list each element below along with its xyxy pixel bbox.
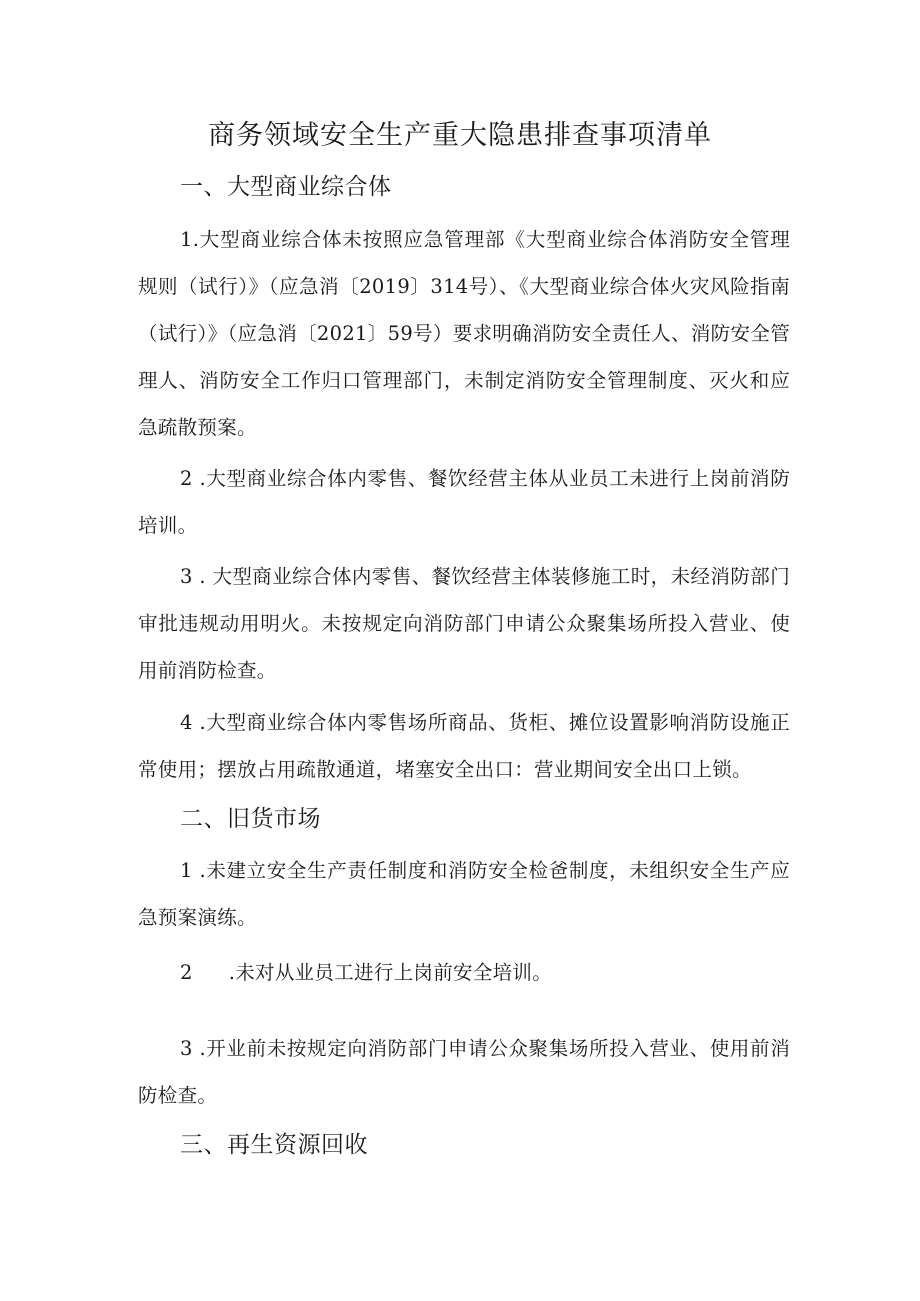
section-2-item-2-number: 2 xyxy=(180,961,193,984)
section-1-item-4: 4 .大型商业综合体内零售场所商品、货柜、摊位设置影响消防设施正常使用；摆放占用疏散通道，堵塞安全出口：营业期间安全出口上锁。 xyxy=(138,711,790,781)
section-heading-2: 二、旧货市场 xyxy=(180,806,321,832)
section-2-item-2 xyxy=(138,949,790,996)
section-heading-1: 一、大型商业综合体 xyxy=(180,174,392,200)
section-2-item-1: 1 .未建立安全生产责任制度和消防安全检爸制度，未组织安全生产应急预案演练。 xyxy=(138,859,790,929)
section-1-item-2: 2 .大型商业综合体内零售、餐饮经营主体从业员工未进行上岗前消防培训。 xyxy=(138,467,790,537)
section-1-item-1: 1.大型商业综合体未按照应急管理部《大型商业综合体消防安全管理规则（试行）》（应急消〔2019〕314号）、《大型商业综合体火灾风险指南（试行）》（应急消〔2021〕59号）要求明确消防安全责任人、消防安全管理人、消防安全工作归口管理部门，未制定消防安全管理制度、灭火和应急疏散预案。 xyxy=(138,228,790,439)
section-heading-3: 三、再生资源回收 xyxy=(180,1132,368,1158)
document-title: 商务领域安全生产重大隐患排查事项清单 xyxy=(208,120,712,151)
section-2-item-2-text: .未对从业员工进行上岗前安全培训。 xyxy=(228,961,553,984)
section-2-item-3: 3 .开业前未按规定向消防部门申请公众聚集场所投入营业、使用前消防检查。 xyxy=(138,1037,790,1107)
section-1-item-3: 3 . 大型商业综合体内零售、餐饮经营主体装修施工时，未经消防部门审批违规动用明火。未按规定向消防部门申请公众聚集场所投入营业、使用前消防检查。 xyxy=(138,565,790,682)
